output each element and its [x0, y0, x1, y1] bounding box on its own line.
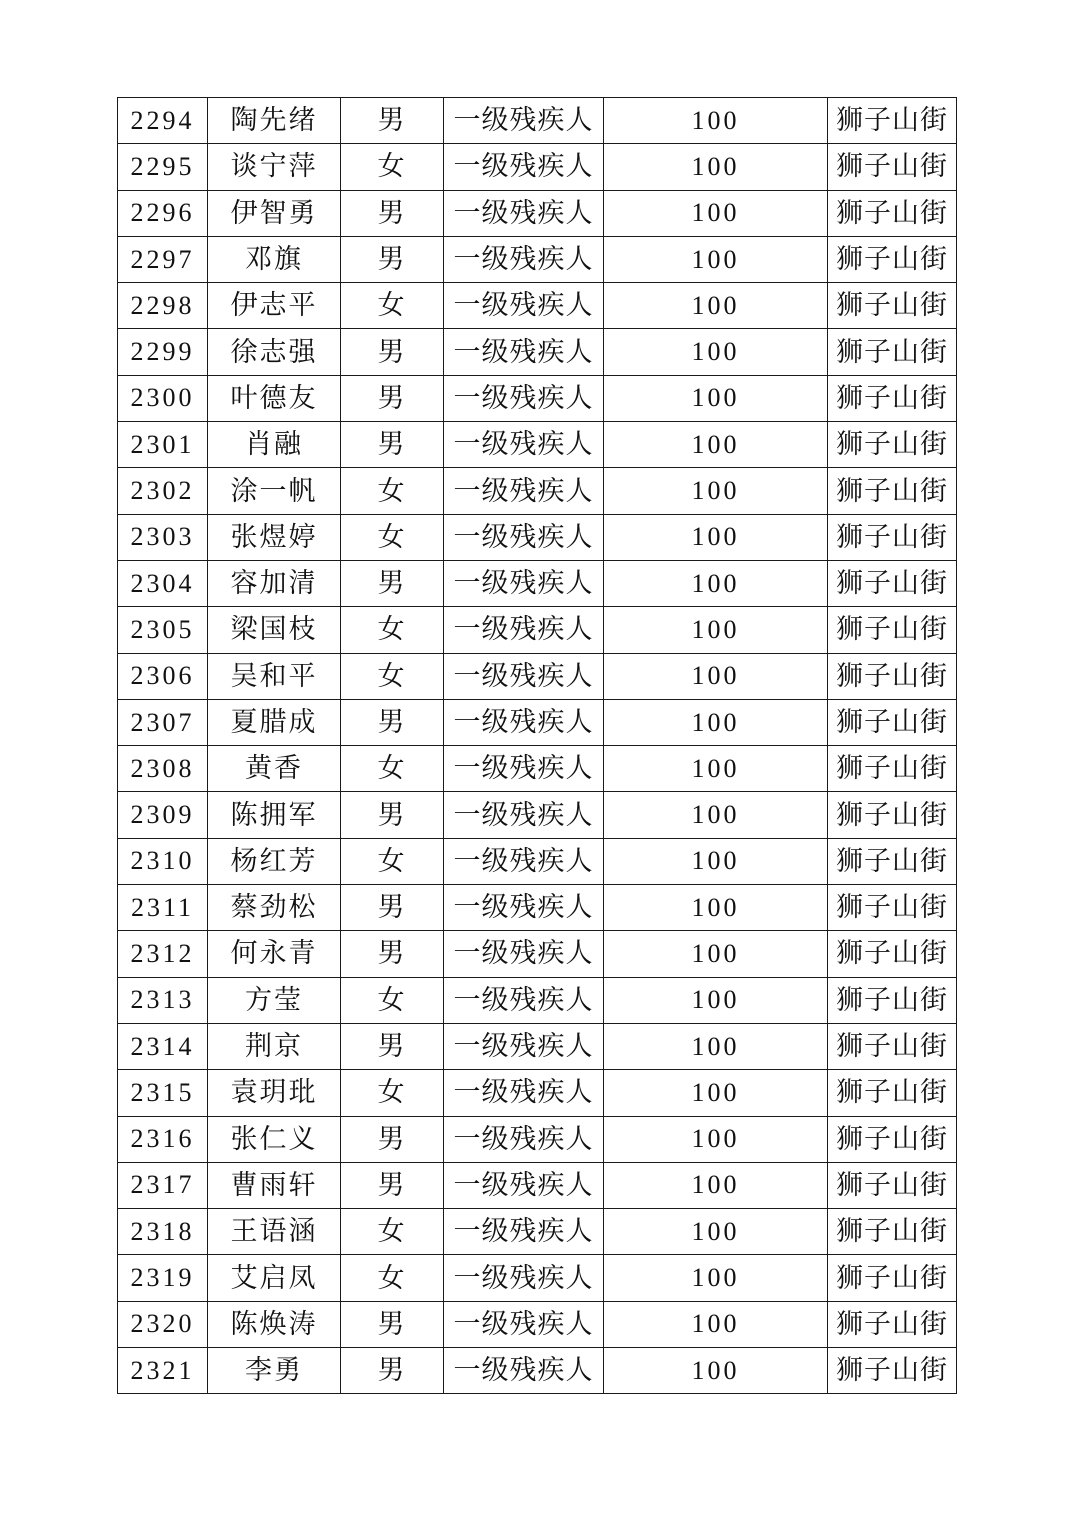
table-row [118, 1162, 957, 1208]
disability-level-cell: 一级残疾人 [444, 283, 604, 329]
street-cell: 狮子山街 [828, 190, 957, 236]
name-cell: 荆京 [208, 1023, 341, 1069]
record-number-cell: 2309 [118, 792, 208, 838]
record-number-cell: 2321 [118, 1348, 208, 1394]
gender-cell: 男 [341, 1116, 444, 1162]
gender-cell: 女 [341, 607, 444, 653]
name-cell: 何永青 [208, 931, 341, 977]
street-cell: 狮子山街 [828, 1301, 957, 1347]
table-row [118, 190, 957, 236]
record-number-cell: 2305 [118, 607, 208, 653]
amount-cell: 100 [604, 514, 828, 560]
amount-cell: 100 [604, 283, 828, 329]
roster-table [117, 97, 957, 1394]
name-cell: 袁玥玭 [208, 1070, 341, 1116]
disability-level-cell: 一级残疾人 [444, 1209, 604, 1255]
street-cell: 狮子山街 [828, 1023, 957, 1069]
record-number-cell: 2296 [118, 190, 208, 236]
name-cell: 容加清 [208, 560, 341, 606]
record-number-cell: 2306 [118, 653, 208, 699]
street-cell: 狮子山街 [828, 144, 957, 190]
gender-cell: 男 [341, 931, 444, 977]
record-number-cell: 2320 [118, 1301, 208, 1347]
amount-cell: 100 [604, 375, 828, 421]
name-cell: 夏腊成 [208, 699, 341, 745]
name-cell: 叶德友 [208, 375, 341, 421]
table-row [118, 699, 957, 745]
table-row [118, 977, 957, 1023]
amount-cell: 100 [604, 1162, 828, 1208]
record-number-cell: 2310 [118, 838, 208, 884]
gender-cell: 女 [341, 746, 444, 792]
amount-cell: 100 [604, 792, 828, 838]
name-cell: 陶先绪 [208, 98, 341, 144]
street-cell: 狮子山街 [828, 838, 957, 884]
disability-level-cell: 一级残疾人 [444, 1070, 604, 1116]
disability-level-cell: 一级残疾人 [444, 1023, 604, 1069]
gender-cell: 女 [341, 653, 444, 699]
record-number-cell: 2308 [118, 746, 208, 792]
gender-cell: 男 [341, 699, 444, 745]
name-cell: 涂一帆 [208, 468, 341, 514]
record-number-cell: 2294 [118, 98, 208, 144]
gender-cell: 女 [341, 977, 444, 1023]
gender-cell: 女 [341, 283, 444, 329]
name-cell: 吴和平 [208, 653, 341, 699]
table-row [118, 329, 957, 375]
record-number-cell: 2317 [118, 1162, 208, 1208]
table-row [118, 375, 957, 421]
record-number-cell: 2319 [118, 1255, 208, 1301]
record-number-cell: 2307 [118, 699, 208, 745]
gender-cell: 女 [341, 1070, 444, 1116]
disability-level-cell: 一级残疾人 [444, 468, 604, 514]
amount-cell: 100 [604, 329, 828, 375]
table-row [118, 1209, 957, 1255]
table-row [118, 1023, 957, 1069]
table-row [118, 144, 957, 190]
amount-cell: 100 [604, 1209, 828, 1255]
gender-cell: 男 [341, 422, 444, 468]
street-cell: 狮子山街 [828, 977, 957, 1023]
record-number-cell: 2311 [118, 885, 208, 931]
gender-cell: 男 [341, 375, 444, 421]
gender-cell: 女 [341, 1255, 444, 1301]
name-cell: 肖融 [208, 422, 341, 468]
table-row [118, 1255, 957, 1301]
name-cell: 陈拥军 [208, 792, 341, 838]
amount-cell: 100 [604, 607, 828, 653]
amount-cell: 100 [604, 699, 828, 745]
gender-cell: 女 [341, 514, 444, 560]
disability-level-cell: 一级残疾人 [444, 1348, 604, 1394]
table-row [118, 236, 957, 282]
record-number-cell: 2299 [118, 329, 208, 375]
name-cell: 曹雨轩 [208, 1162, 341, 1208]
gender-cell: 男 [341, 1023, 444, 1069]
street-cell: 狮子山街 [828, 931, 957, 977]
amount-cell: 100 [604, 653, 828, 699]
disability-level-cell: 一级残疾人 [444, 1301, 604, 1347]
street-cell: 狮子山街 [828, 329, 957, 375]
disability-level-cell: 一级残疾人 [444, 560, 604, 606]
disability-level-cell: 一级残疾人 [444, 422, 604, 468]
street-cell: 狮子山街 [828, 1070, 957, 1116]
gender-cell: 男 [341, 560, 444, 606]
amount-cell: 100 [604, 422, 828, 468]
street-cell: 狮子山街 [828, 98, 957, 144]
amount-cell: 100 [604, 236, 828, 282]
table-row [118, 283, 957, 329]
table-row [118, 792, 957, 838]
gender-cell: 男 [341, 1348, 444, 1394]
table-row [118, 931, 957, 977]
amount-cell: 100 [604, 1070, 828, 1116]
amount-cell: 100 [604, 746, 828, 792]
disability-level-cell: 一级残疾人 [444, 236, 604, 282]
amount-cell: 100 [604, 1301, 828, 1347]
table-row [118, 1116, 957, 1162]
name-cell: 张煜婷 [208, 514, 341, 560]
disability-level-cell: 一级残疾人 [444, 1116, 604, 1162]
roster-table-body [118, 98, 957, 1394]
disability-level-cell: 一级残疾人 [444, 977, 604, 1023]
gender-cell: 女 [341, 144, 444, 190]
table-row [118, 607, 957, 653]
table-row [118, 746, 957, 792]
table-row [118, 422, 957, 468]
street-cell: 狮子山街 [828, 1162, 957, 1208]
gender-cell: 男 [341, 1162, 444, 1208]
record-number-cell: 2298 [118, 283, 208, 329]
record-number-cell: 2312 [118, 931, 208, 977]
disability-level-cell: 一级残疾人 [444, 838, 604, 884]
disability-level-cell: 一级残疾人 [444, 1162, 604, 1208]
amount-cell: 100 [604, 885, 828, 931]
street-cell: 狮子山街 [828, 236, 957, 282]
street-cell: 狮子山街 [828, 885, 957, 931]
disability-level-cell: 一级残疾人 [444, 375, 604, 421]
record-number-cell: 2303 [118, 514, 208, 560]
disability-level-cell: 一级残疾人 [444, 98, 604, 144]
gender-cell: 女 [341, 468, 444, 514]
street-cell: 狮子山街 [828, 422, 957, 468]
record-number-cell: 2314 [118, 1023, 208, 1069]
name-cell: 伊志平 [208, 283, 341, 329]
record-number-cell: 2315 [118, 1070, 208, 1116]
table-row [118, 885, 957, 931]
street-cell: 狮子山街 [828, 1116, 957, 1162]
record-number-cell: 2297 [118, 236, 208, 282]
amount-cell: 100 [604, 468, 828, 514]
name-cell: 伊智勇 [208, 190, 341, 236]
street-cell: 狮子山街 [828, 607, 957, 653]
amount-cell: 100 [604, 190, 828, 236]
table-row [118, 1070, 957, 1116]
disability-level-cell: 一级残疾人 [444, 514, 604, 560]
gender-cell: 男 [341, 329, 444, 375]
disability-level-cell: 一级残疾人 [444, 885, 604, 931]
street-cell: 狮子山街 [828, 792, 957, 838]
gender-cell: 男 [341, 236, 444, 282]
name-cell: 陈焕涛 [208, 1301, 341, 1347]
record-number-cell: 2295 [118, 144, 208, 190]
name-cell: 艾启凤 [208, 1255, 341, 1301]
name-cell: 谈宁萍 [208, 144, 341, 190]
amount-cell: 100 [604, 1255, 828, 1301]
name-cell: 黄香 [208, 746, 341, 792]
amount-cell: 100 [604, 560, 828, 606]
disability-level-cell: 一级残疾人 [444, 1255, 604, 1301]
table-row [118, 1301, 957, 1347]
street-cell: 狮子山街 [828, 468, 957, 514]
street-cell: 狮子山街 [828, 560, 957, 606]
street-cell: 狮子山街 [828, 375, 957, 421]
gender-cell: 男 [341, 885, 444, 931]
record-number-cell: 2301 [118, 422, 208, 468]
disability-level-cell: 一级残疾人 [444, 699, 604, 745]
disability-level-cell: 一级残疾人 [444, 792, 604, 838]
amount-cell: 100 [604, 144, 828, 190]
amount-cell: 100 [604, 1116, 828, 1162]
disability-level-cell: 一级残疾人 [444, 653, 604, 699]
street-cell: 狮子山街 [828, 699, 957, 745]
disability-level-cell: 一级残疾人 [444, 144, 604, 190]
gender-cell: 男 [341, 190, 444, 236]
disability-level-cell: 一级残疾人 [444, 746, 604, 792]
record-number-cell: 2302 [118, 468, 208, 514]
amount-cell: 100 [604, 838, 828, 884]
gender-cell: 女 [341, 1209, 444, 1255]
name-cell: 梁国枝 [208, 607, 341, 653]
record-number-cell: 2316 [118, 1116, 208, 1162]
disability-level-cell: 一级残疾人 [444, 329, 604, 375]
disability-level-cell: 一级残疾人 [444, 607, 604, 653]
street-cell: 狮子山街 [828, 1255, 957, 1301]
gender-cell: 男 [341, 1301, 444, 1347]
name-cell: 杨红芳 [208, 838, 341, 884]
table-row [118, 838, 957, 884]
record-number-cell: 2313 [118, 977, 208, 1023]
name-cell: 王语涵 [208, 1209, 341, 1255]
disability-level-cell: 一级残疾人 [444, 190, 604, 236]
record-number-cell: 2318 [118, 1209, 208, 1255]
name-cell: 方莹 [208, 977, 341, 1023]
name-cell: 邓旗 [208, 236, 341, 282]
amount-cell: 100 [604, 931, 828, 977]
record-number-cell: 2300 [118, 375, 208, 421]
street-cell: 狮子山街 [828, 1209, 957, 1255]
amount-cell: 100 [604, 977, 828, 1023]
street-cell: 狮子山街 [828, 514, 957, 560]
street-cell: 狮子山街 [828, 746, 957, 792]
street-cell: 狮子山街 [828, 653, 957, 699]
table-row [118, 653, 957, 699]
street-cell: 狮子山街 [828, 1348, 957, 1394]
gender-cell: 男 [341, 98, 444, 144]
amount-cell: 100 [604, 98, 828, 144]
record-number-cell: 2304 [118, 560, 208, 606]
table-row [118, 1348, 957, 1394]
name-cell: 蔡劲松 [208, 885, 341, 931]
street-cell: 狮子山街 [828, 283, 957, 329]
table-row [118, 560, 957, 606]
amount-cell: 100 [604, 1023, 828, 1069]
name-cell: 徐志强 [208, 329, 341, 375]
gender-cell: 女 [341, 838, 444, 884]
gender-cell: 男 [341, 792, 444, 838]
table-row [118, 98, 957, 144]
name-cell: 李勇 [208, 1348, 341, 1394]
name-cell: 张仁义 [208, 1116, 341, 1162]
amount-cell: 100 [604, 1348, 828, 1394]
table-row [118, 468, 957, 514]
table-row [118, 514, 957, 560]
disability-level-cell: 一级残疾人 [444, 931, 604, 977]
